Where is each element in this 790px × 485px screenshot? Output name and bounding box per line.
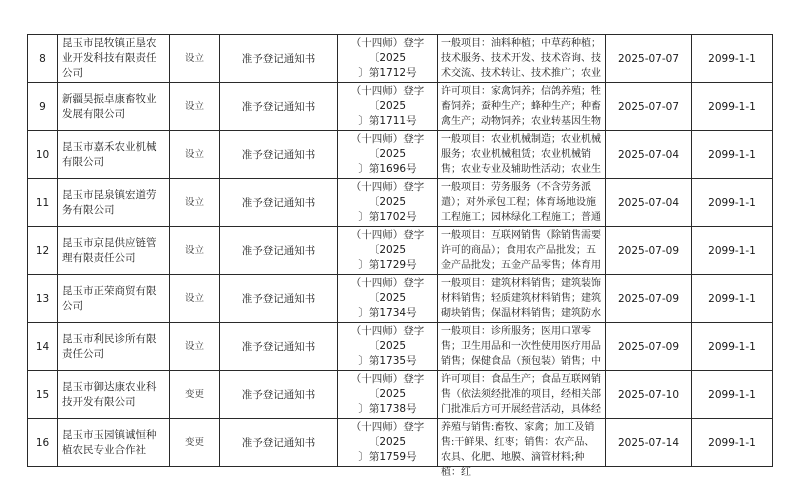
document-number-line2: 〕第1729号 (358, 259, 417, 271)
document-number (338, 179, 438, 227)
document-number-line1: （十四师）登字〔2025 (350, 373, 425, 400)
document-number-line1: （十四师）登字〔2025 (350, 325, 425, 352)
registration-type: 设立 (170, 83, 220, 131)
business-scope-text: 养殖与销售:畜牧、家禽；加工及销售:干鲜果、红枣；销售：农产品、农具、化肥、地膜、滴管材料;种植：红 (441, 422, 595, 478)
document-number-line2: 〕第1711号 (358, 115, 417, 127)
registration-type: 变更 (170, 371, 220, 419)
registration-type: 设立 (170, 227, 220, 275)
approval-date: 2025-07-04 (606, 179, 692, 227)
business-scope-text: 许可项目：食品生产；食品互联网销售（依法须经批准的项目，经相关部门批准后方可开展经营活动，具体经 (441, 374, 601, 415)
row-number: 13 (28, 275, 58, 323)
business-scope-text: 一般项目：劳务服务（不含劳务派遣）；对外承包工程；体育场地设施工程施工；园林绿化工程施工；普通 (441, 182, 601, 223)
table-row (28, 323, 773, 371)
document-number-line1: （十四师）登字〔2025 (350, 85, 425, 112)
row-number: 8 (28, 35, 58, 83)
registration-type: 设立 (170, 35, 220, 83)
approval-date: 2025-07-09 (606, 323, 692, 371)
document-type: 准予登记通知书 (220, 179, 338, 227)
approval-date: 2025-07-09 (606, 227, 692, 275)
document-type: 准予登记通知书 (220, 419, 338, 467)
company-name: 新疆昊振卓康畜牧业发展有限公司 (58, 83, 170, 131)
business-scope (438, 227, 606, 275)
document-number (338, 371, 438, 419)
document-number (338, 419, 438, 467)
expiry-date: 2099-1-1 (692, 131, 773, 179)
table-row (28, 275, 773, 323)
expiry-date: 2099-1-1 (692, 323, 773, 371)
document-type: 准予登记通知书 (220, 275, 338, 323)
expiry-date: 2099-1-1 (692, 35, 773, 83)
company-name: 昆玉市嘉禾农业机械有限公司 (58, 131, 170, 179)
document-number-line2: 〕第1759号 (358, 451, 417, 463)
document-type: 准予登记通知书 (220, 131, 338, 179)
business-scope (438, 35, 606, 83)
row-number: 15 (28, 371, 58, 419)
table-row (28, 83, 773, 131)
document-number (338, 83, 438, 131)
row-number: 11 (28, 179, 58, 227)
document-number-line1: （十四师）登字〔2025 (350, 37, 425, 64)
company-name: 昆玉市御达康农业科技开发有限公司 (58, 371, 170, 419)
registration-type: 设立 (170, 323, 220, 371)
row-number: 9 (28, 83, 58, 131)
row-number: 14 (28, 323, 58, 371)
registration-type: 设立 (170, 131, 220, 179)
company-name: 昆玉市京昆供应链管理有限责任公司 (58, 227, 170, 275)
company-name: 昆玉市玉园镇诚恒种植农民专业合作社 (58, 419, 170, 467)
document-number-line1: （十四师）登字〔2025 (350, 133, 425, 160)
company-name: 昆玉市昆牧镇正垦农业开发科技有限责任公司 (58, 35, 170, 83)
document-type: 准予登记通知书 (220, 35, 338, 83)
document-number-line2: 〕第1702号 (358, 211, 417, 223)
expiry-date: 2099-1-1 (692, 419, 773, 467)
business-scope (438, 83, 606, 131)
document-number-line2: 〕第1734号 (358, 307, 417, 319)
business-scope (438, 275, 606, 323)
business-scope (438, 131, 606, 179)
approval-date: 2025-07-04 (606, 131, 692, 179)
registration-type: 变更 (170, 419, 220, 467)
business-scope (438, 419, 606, 478)
company-name: 昆玉市利民诊所有限责任公司 (58, 323, 170, 371)
business-scope-text: 一般项目：油料种植；中草药种植；技术服务、技术开发、技术咨询、技术交流、技术转让、技术推广；农业 (441, 38, 601, 79)
table-body (28, 35, 773, 478)
document-number-line2: 〕第1735号 (358, 355, 417, 367)
document-type: 准予登记通知书 (220, 83, 338, 131)
business-scope (438, 323, 606, 371)
table-row (28, 179, 773, 227)
approval-date: 2025-07-14 (606, 419, 692, 467)
business-scope (438, 179, 606, 227)
document-number-line1: （十四师）登字〔2025 (350, 421, 425, 448)
registration-type: 设立 (170, 275, 220, 323)
row-number: 10 (28, 131, 58, 179)
registration-table (27, 34, 773, 478)
document-number-line1: （十四师）登字〔2025 (350, 229, 425, 256)
document-number-line1: （十四师）登字〔2025 (350, 181, 425, 208)
approval-date: 2025-07-09 (606, 275, 692, 323)
table-row (28, 371, 773, 419)
expiry-date: 2099-1-1 (692, 371, 773, 419)
document-number (338, 323, 438, 371)
table-row (28, 131, 773, 179)
approval-date: 2025-07-10 (606, 371, 692, 419)
document-number (338, 227, 438, 275)
document-type: 准予登记通知书 (220, 227, 338, 275)
document-number (338, 131, 438, 179)
expiry-date: 2099-1-1 (692, 179, 773, 227)
document-number-line2: 〕第1712号 (358, 67, 417, 79)
document-number (338, 35, 438, 83)
business-scope-text: 一般项目：农业机械制造；农业机械服务；农业机械租赁；农业机械销售；农业专业及辅助性活动；农业生 (441, 134, 601, 175)
business-scope (438, 371, 606, 419)
table-row (28, 35, 773, 83)
document-type: 准予登记通知书 (220, 323, 338, 371)
business-scope-text: 一般项目：诊所服务；医用口罩零售；卫生用品和一次性使用医疗用品销售；保健食品（预包装）销售；中 (441, 326, 601, 367)
company-name: 昆玉市昆泉镇宏道劳务有限公司 (58, 179, 170, 227)
document-number (338, 275, 438, 323)
approval-date: 2025-07-07 (606, 35, 692, 83)
approval-date: 2025-07-07 (606, 83, 692, 131)
business-scope-text: 一般项目：建筑材料销售；建筑装饰材料销售；轻质建筑材料销售；建筑砌块销售；保温材料销售；建筑防水 (441, 278, 601, 319)
expiry-date: 2099-1-1 (692, 227, 773, 275)
document-number-line1: （十四师）登字〔2025 (350, 277, 425, 304)
document-number-line2: 〕第1696号 (358, 163, 417, 175)
table-row (28, 227, 773, 275)
table-row (28, 419, 773, 467)
row-number: 16 (28, 419, 58, 467)
expiry-date: 2099-1-1 (692, 83, 773, 131)
expiry-date: 2099-1-1 (692, 275, 773, 323)
row-number: 12 (28, 227, 58, 275)
registration-type: 设立 (170, 179, 220, 227)
business-scope-text: 许可项目：家禽饲养；信鸽养殖；牲畜饲养；蚕种生产；蜂种生产；种畜禽生产；动物饲养；农业转基因生物 (441, 86, 601, 127)
company-name: 昆玉市正荣商贸有限公司 (58, 275, 170, 323)
document-type: 准予登记通知书 (220, 371, 338, 419)
document-number-line2: 〕第1738号 (358, 403, 417, 415)
business-scope-text: 一般项目：互联网销售（除销售需要许可的商品）；食用农产品批发；五金产品批发；五金产品零售；体育用 (441, 230, 601, 271)
